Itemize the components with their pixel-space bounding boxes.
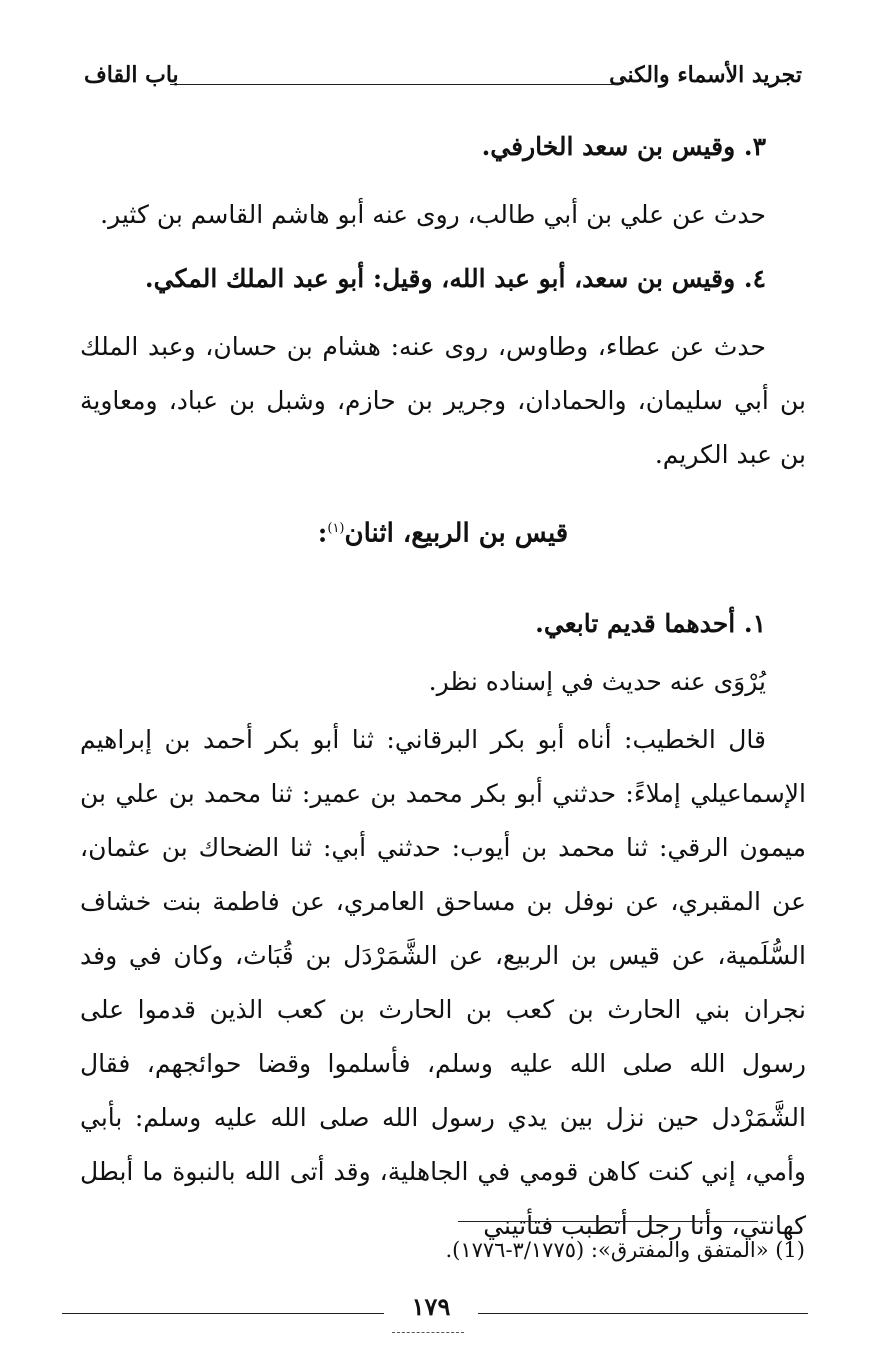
footer-rule-right [478,1313,808,1314]
footnote: (1) «المتفق والمفترق»: (٣/١٧٧٥-١٧٧٦). [445,1238,805,1262]
header-rule [170,84,620,85]
entry-4-text: حدث عن عطاء، وطاوس، روى عنه: هشام بن حسان، وعبد الملك بن أبي سليمان، والحمادان، وجرير بن حازم، وشبل بن عباد، ومعاوية بن عبد الكريم. [80,332,806,469]
running-header [84,62,802,98]
section-heading [80,502,806,561]
sub-entry-1-text: يُرْوَى عنه حديث في إسناده نظر. [428,666,766,696]
footer-ornament [392,1332,464,1333]
footer-rule-left [62,1313,384,1314]
section-title-colon: : [317,518,328,549]
book-title: تجريد الأسماء والكنى [609,62,802,88]
page-body [80,120,806,1253]
entry-3-heading: ٣. وقيس بن سعد الخارفي. [481,132,766,161]
section-title: قيس بن الربيع، اثنان [344,518,569,549]
footnote-reference: (١) [327,521,345,536]
sub-entry-1-narration: قال الخطيب: أناه أبو بكر البرقاني: ثنا أبو بكر أحمد بن إبراهيم الإسماعيلي إملاءً: حدثني أبو بكر محمد بن عمير: ثنا محمد بن علي بن ميمون الرقي: ثنا محمد بن أيوب: حدثني أبي: ثنا الضحاك بن عثمان، عن المقبري، عن نوفل بن مساحق العامري، عن فاطمة بنت خشاف السُّلَمية، عن قيس بن الربيع، عن الشَّمَرْدَل بن قُبَاث، وكان في وفد نجران بني الحارث بن كعب بن الحارث بن كعب الذين قدموا على رسول الله صلى الله عليه وسلم، فأسلموا وقضا حوائجهم، فقال الشَّمَرْدل حين نزل بين يدي رسول الله صلى الله عليه وسلم: بأبي وأمي، إني كنت كاهن قومي في الجاهلية، وقد أتى الله بالنبوة ما أبطل كهانتي، وأنا رجل أتطبب فتأتيني [80,724,806,1240]
entry-3-text: حدث عن علي بن أبي طالب، روى عنه أبو هاشم القاسم بن كثير. [100,200,766,229]
sub-entry-1-heading: ١. أحدهما قديم تابعي. [535,608,766,638]
page-number: ١٧٩ [411,1292,451,1321]
chapter-name: باب القاف [84,62,179,88]
footnote-separator [458,1221,758,1222]
entry-4-heading: ٤. وقيس بن سعد، أبو عبد الله، وقيل: أبو عبد الملك المكي. [144,264,766,293]
